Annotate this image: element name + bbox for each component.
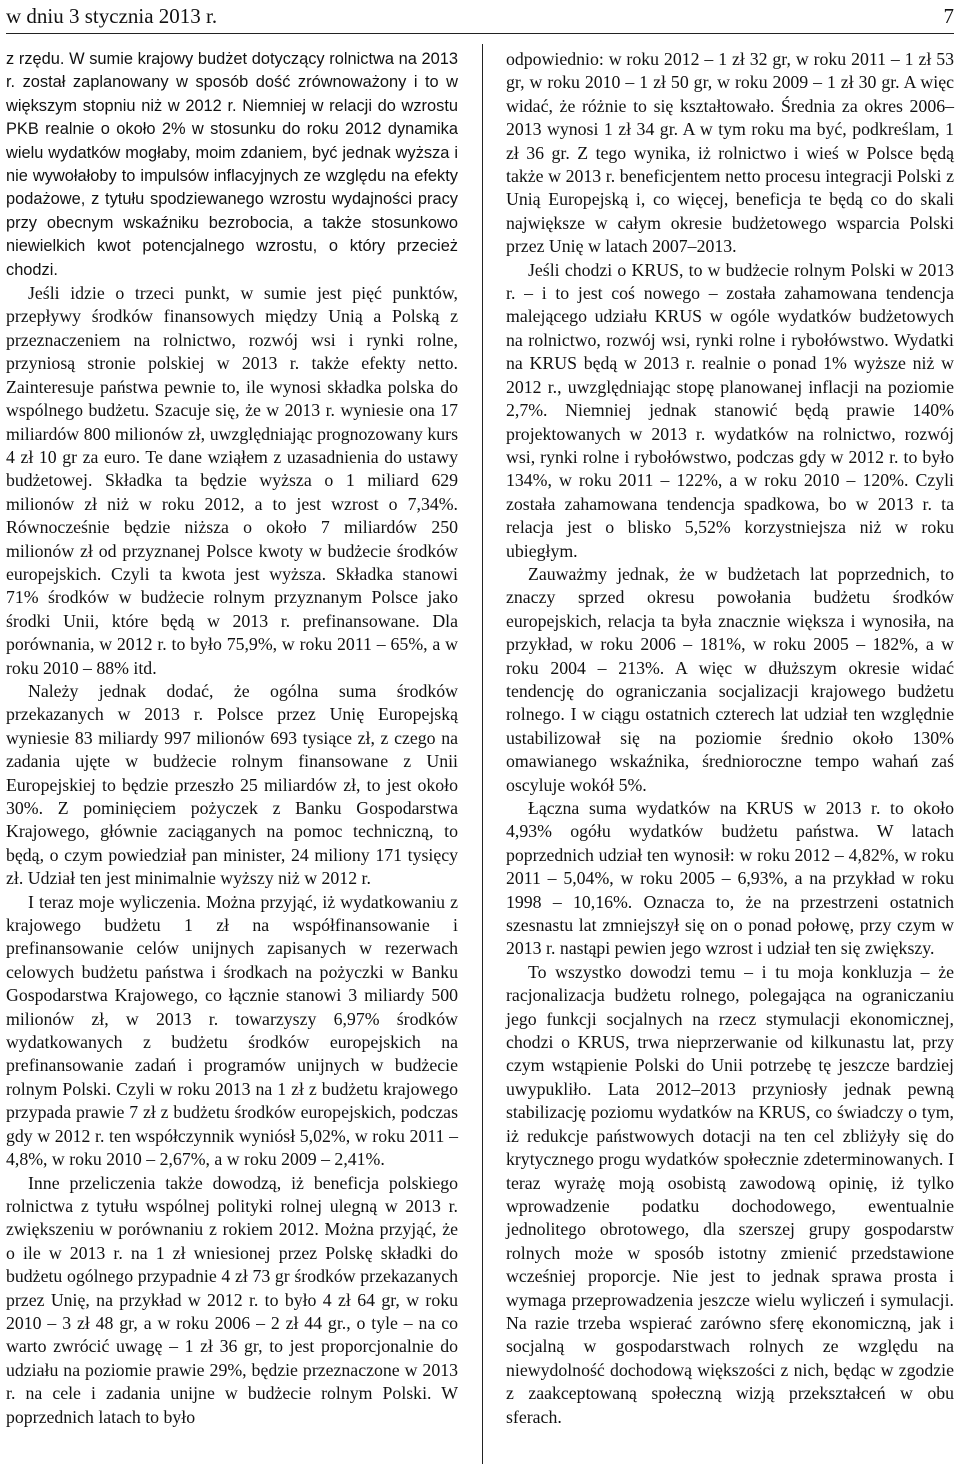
- header-date: w dniu 3 stycznia 2013 r.: [6, 4, 218, 28]
- paragraph: Jeśli idzie o trzeci punkt, w sumie jest pięć punktów, przepływy środków finansowych między Unią a Polską z przeznaczeniem na rolnictwo, rozwój wsi i rynki rolne, przyniosą stronie polskiej w 2013 r. także efekty netto. Zainteresuje państwa pewnie to, ile wynosi składka polska do wspólnego budżetu. Szacuje się, że w 2013 r. wyniesie ona 17 miliardów 800 milionów zł, uwzględniając prognozowany kurs 4 zł 10 gr za euro. Te dane wziąłem z uzasadnienia do ustawy budżetowej. Składka ta będzie wyższa o 1 miliard 629 milionów zł niż w roku 2012, a to jest wzrost o 7,34%. Równocześnie będzie niższa o około 7 miliardów 250 milionów zł od przyznanej Polsce kwoty w budżecie środków europejskich. Czyli ta kwota jest wyższa. Składka stanowi 71% środków w budżecie rolnym przyznanym Polsce jako środki Unii, które będą w 2013 r. prefinansowane. Dla porównania, w 2012 r. to było 75,9%, w roku 2011 – 65%, a w roku 2010 – 88% itd.: [6, 283, 458, 678]
- paragraph: I teraz moje wyliczenia. Można przyjąć, iż wydatkowaniu z krajowego budżetu 1 zł na współfinansowanie i prefinansowanie celów unijnych zapisanych w rezerwach celowych budżetu państwa i środkach na pożyczki w Banku Gospodarstwa Krajowego, co łącznie stanowi 3 miliardy 500 milionów zł, w 2013 r. towarzyszy 6,97% środków wydatkowanych z budżetu środków europejskich na prefinansowanie zadań i programów unijnych w budżecie rolnym Polski. Czyli w roku 2013 na 1 zł z budżetu krajowego przypada prawie 7 zł z budżetu środków europejskich, podczas gdy w 2012 r. ten współczynnik wyniósł 5,02%, w roku 2011 – 4,8%, w roku 2010 – 2,67%, a w roku 2009 – 2,41%.: [6, 891, 458, 1170]
- paragraph: Zauważmy jednak, że w budżetach lat poprzednich, to znaczy sprzed okresu powołania budżetu środków europejskich, relacja ta była znacznie większa i wynosiła, na przykład, w roku 2006 – 181%, w roku 2005 – 182%, a w roku 2004 – 213%. A więc w dłuższym okresie widać tendencję do ograniczania socjalizacji krajowego budżetu rolnego. I w ciągu ostatnich czterech lat udział ten względnie ustabilizował się na poziomie średnio około 130% omawianego wskaźnika, średnioroczne tempo wahań zaś oscyluje wokół 5%.: [506, 563, 954, 795]
- paragraph: Inne przeliczenia także dowodzą, iż beneficja polskiego rolnictwa z tytułu wspólnej polityki rolnej ulegną w 2013 r. zwiększeniu w porównaniu z rokiem 2012. Można przyjąć, że o ile w 2013 r. na 1 zł wniesionej przez Polskę składki do budżetu ogólnego przypadnie 4 zł 73 gr środków przekazanych przez Unię, na przykład w 2012 r. to było 4 zł 64 gr, w roku 2010 – 3 zł 48 gr, a w roku 2006 – 2 zł 44 gr., o tyle – na co warto zwrócić uwagę – 1 zł 36 gr, to jest proporcjonalnie do udziału na poziomie prawie 29%, będzie przeznaczone w 2013 r. na cele i zadania unijne w budżecie rolnym Polski. W poprzednich latach to było: [6, 1172, 458, 1427]
- page-number: 7: [943, 4, 954, 28]
- page-header: [6, 4, 954, 34]
- paragraph: Łączna suma wydatków na KRUS w 2013 r. to około 4,93% ogółu wydatków budżetu państwa. W latach poprzednich udział ten wynosił: w roku 2012 – 4,82%, w roku 2011 – 5,04%, w roku 2005 – 6,93%, a na przykład w roku 1998 – 10,16%. Oznacza to, że na przestrzeni ostatnich szesnastu lat zmniejszył się on o ponad połowę, przy czym w 2013 r. nastąpi pewien jego wzrost i udział ten się zwiększy.: [506, 798, 954, 959]
- paragraph: Należy jednak dodać, że ogólna suma środków przekazanych w 2013 r. Polsce przez Unię Europejską wyniesie 83 miliardy 997 milionów 693 tysiące zł, z czego na zadania ujęte w budżecie rolnym finansowane z Unii Europejskiej to będzie przeszło 25 miliardów zł, to jest około 30%. Z pominięciem pożyczek z Banku Gospodarstwa Krajowego, głównie zaciąganych na pomoc techniczną, to będą, o czym powiedział pan minister, 24 miliony 171 tysięcy zł. Udział ten jest minimalnie wyższy niż w 2012 r.: [6, 680, 458, 889]
- right-column: [506, 48, 954, 1429]
- paragraph: odpowiednio: w roku 2012 – 1 zł 32 gr, w roku 2011 – 1 zł 53 gr, w roku 2010 – 1 zł 50 gr, w roku 2009 – 1 zł 30 gr. A więc widać, że różnie to się kształtowało. Średnia za okres 2006–2013 wynosi 1 zł 34 gr. A w tym roku ma być, podkreślam, 1 zł 36 gr. Z tego wynika, iż rolnictwo i wieś w Polsce będą także w 2013 r. beneficjentem netto procesu integracji Polski z Unią Europejską i, co więcej, beneficja te będą co do skali największe w całym okresie budżetowego wsparcia Polski przez Unię w latach 2007–2013.: [506, 49, 954, 257]
- paragraph: Jeśli chodzi o KRUS, to w budżecie rolnym Polski w 2013 r. – i to jest coś nowego – została zahamowana tendencja malejącego udziału KRUS w ogóle wydatków budżetowych na rolnictwo, rozwój wsi, rynki rolne i rybołówstwo. Wydatki na KRUS będą w 2013 r. realnie o ponad 1% wyższe niż w 2012 r., uwzględniając stopę planowanej inflacji na poziomie 2,7%. Niemniej jednak stanowić będą prawie 140% projektowanych w 2013 r. wydatków na rolnictwo, rozwój wsi, rynki rolne i rybołówstwo, podczas gdy w 2012 r. to było 134%, w roku 2011 – 122%, a w roku 2010 – 120%. Czyli została zahamowana tendencja spadkowa, bo w 2013 r. ta relacja jest o blisko 5,52% korzystniejsza niż w roku ubiegłym.: [506, 259, 954, 561]
- paragraph: To wszystko dowodzi temu – i tu moja konkluzja – że racjonalizacja budżetu rolnego, polegająca na ograniczaniu jego funkcji socjalnych na rzecz stymulacji ekonomicznej, chodzi o KRUS, trwa nieprzerwanie od kilkunastu lat, przy czym wstąpienie Polski do Unii potrzebę tę jeszcze bardziej uwypukliło. Lata 2012–2013 przyniosły jednak pewną stabilizację poziomu wydatków na KRUS, co świadczy o tym, iż redukcje państwowych dotacji na ten cel zbliżyły się do krytycznego progu wydatków społecznie zdeterminowanych. I teraz wyrażę moją osobistą zawodową opinię, iż tylko wprowadzenie podatku dochodowego, ewentualnie jednolitego obrotowego, dla szerszej grupy gospodarstw rolnych może w sposób istotny zmienić przedstawione wcześniej proporcje. Nie jest to jednak sprawa prosta i wymaga przeprowadzenia jeszcze wielu wyliczeń i symulacji. Na razie trzeba wspierać zarówno sferę ekonomiczną, jak i socjalną w gospodarstwach rolnych ze względu na niewydolność dochodową większości z nich, będąc w zgodzie z zaakceptowaną społeczną wizją przekształceń w obu sferach.: [506, 961, 954, 1427]
- header-rule: [6, 33, 954, 34]
- left-column: [6, 48, 458, 1429]
- column-divider: [482, 44, 483, 1464]
- paragraph: z rzędu. W sumie krajowy budżet dotyczący rolnictwa na 2013 r. został zaplanowany w sposób dość zrównoważony i to w większym stopniu niż w 2012 r. Niemniej w relacji do wzrostu PKB realnie o około 2% w stosunku do roku 2012 dynamika wielu wydatków mogłaby, moim zdaniem, być jednak wyższa i nie wywołałoby to impulsów inflacyjnych ze względu na efekty podażowe, z tytułu spodziewanego wzrostu wydajności pracy przy obecnym wskaźniku bezrobocia, a także stosunkowo niewielkich kwot potencjalnego wzrostu, o który przecież chodzi.: [6, 50, 458, 279]
